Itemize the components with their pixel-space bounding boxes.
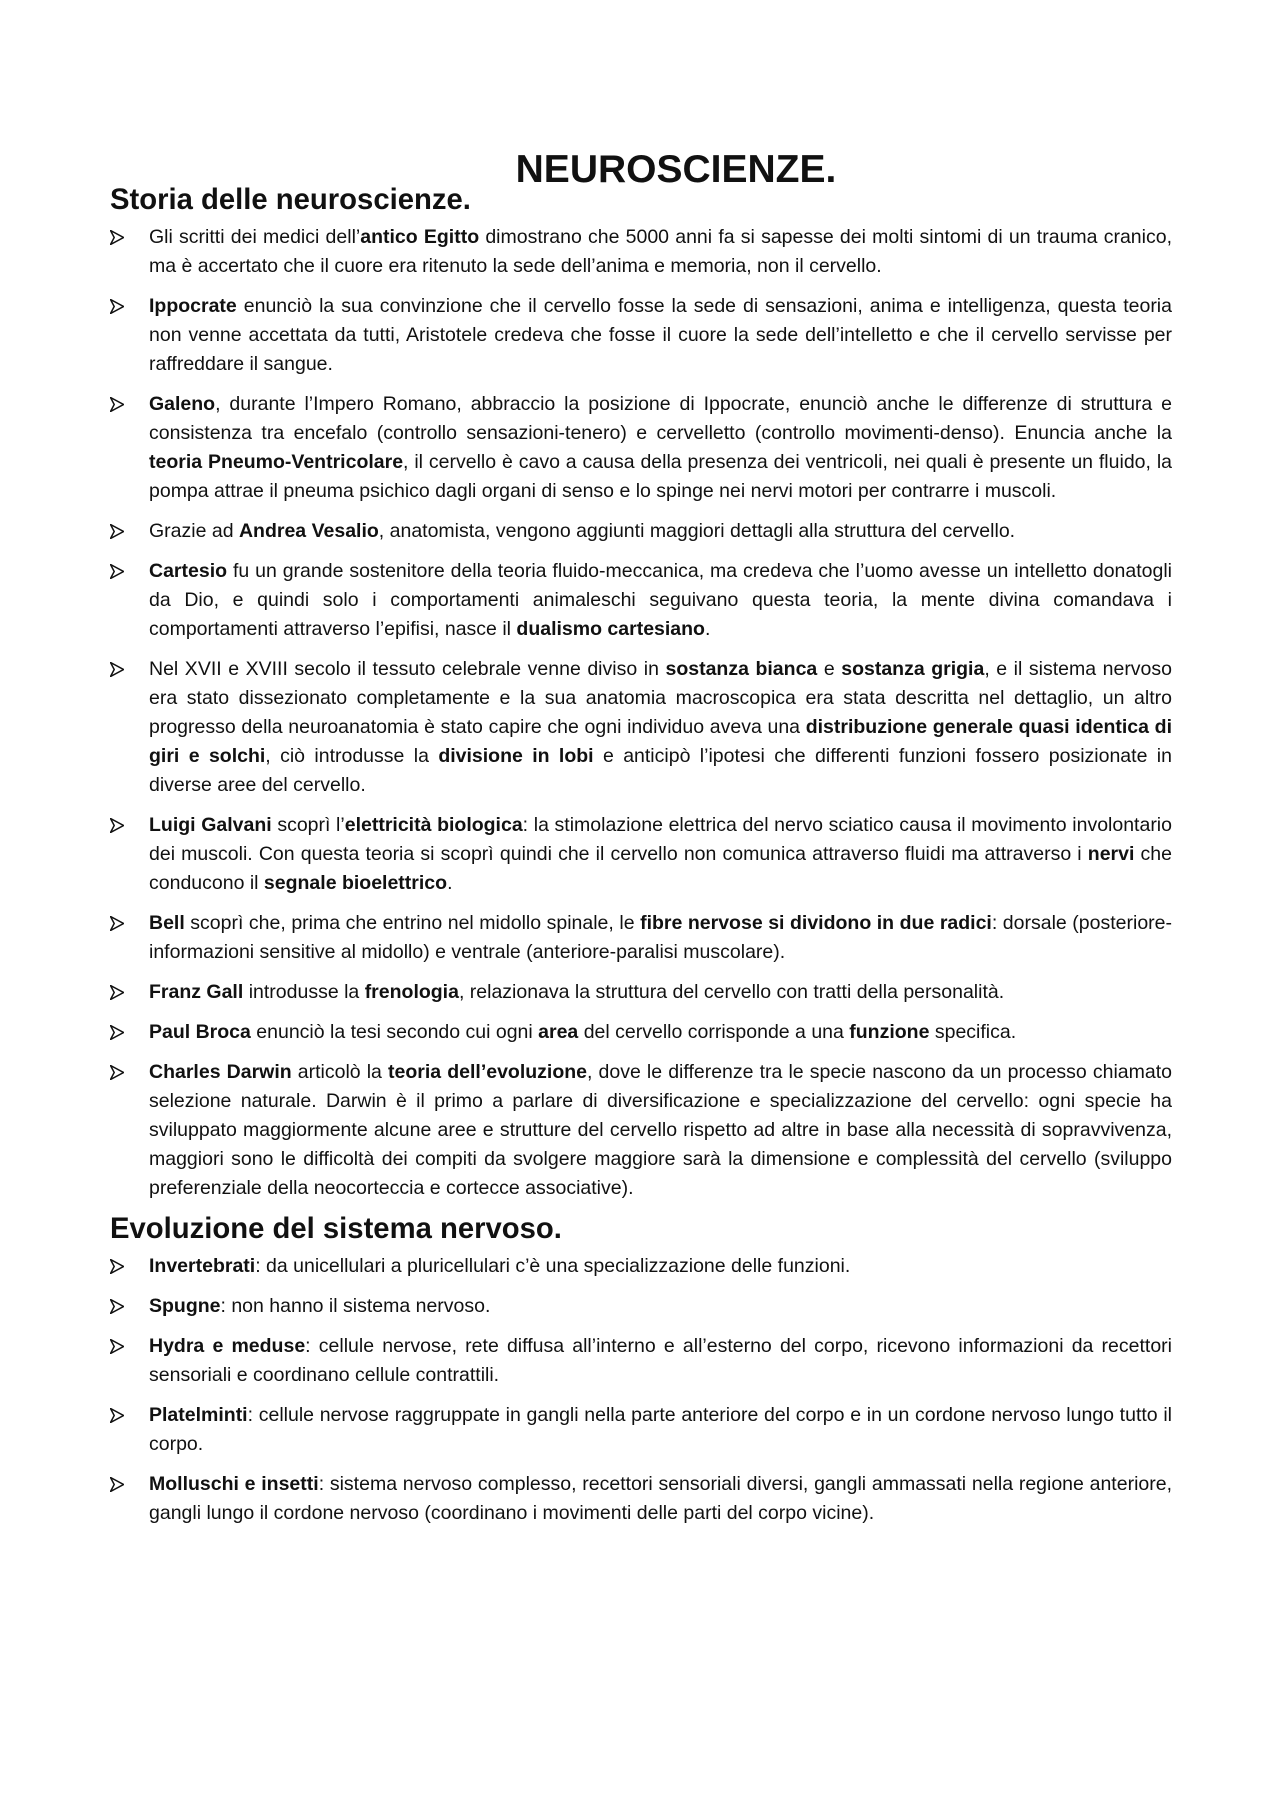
list-item <box>110 655 1172 800</box>
bold-term: Bell <box>149 912 185 934</box>
text-run: : sistema nervoso complesso, recettori sensoriali diversi, gangli ammassati nella regione anteriore, gangli lungo il cordone nervoso (coordinano i movimenti delle parti del corpo vicine). <box>149 1473 1172 1524</box>
arrowhead-bullet-icon <box>110 818 124 833</box>
list-item <box>110 390 1172 506</box>
arrowhead-bullet-icon <box>110 985 124 1000</box>
text-run: specifica. <box>929 1021 1017 1043</box>
arrowhead-bullet-icon <box>110 1477 124 1492</box>
text-run: e anticipò l’ipotesi che differenti funzioni fossero posizionate in diverse aree del cervello. <box>149 745 1172 796</box>
text-run: : cellule nervose, rete diffusa all’interno e all’esterno del corpo, ricevono informazioni da recettori sensoriali e coordinano cellule contrattili. <box>149 1335 1173 1386</box>
arrowhead-bullet-icon <box>110 524 124 539</box>
bold-term: segnale bioelettrico <box>263 872 448 894</box>
bold-term: distribuzione generale quasi identica di giri e solchi <box>149 716 1172 767</box>
list-item <box>110 223 1172 281</box>
arrowhead-bullet-icon <box>110 564 124 579</box>
arrowhead-bullet-icon <box>110 397 124 412</box>
text-run: che conducono il <box>149 843 1172 894</box>
text-run: scoprì l’ <box>271 814 345 836</box>
arrowhead-bullet-icon <box>110 916 124 931</box>
bold-term: frenologia <box>364 981 459 1003</box>
text-run: enunciò la sua convinzione che il cervello fosse la sede di sensazioni, anima e intelligenza, questa teoria non venne accettata da tutti, Aristotele credeva che fosse il cuore la sede dell’intelletto e che il cervello servisse per raffreddare il sangue. <box>149 295 1172 375</box>
arrowhead-bullet-icon <box>110 1259 124 1274</box>
text-run: : dorsale (posteriore-informazioni sensitive al midollo) e ventrale (anteriore-paralisi muscolare). <box>149 912 1172 963</box>
bold-term: sostanza grigia <box>841 658 985 680</box>
text-run: enunciò la tesi secondo cui ogni <box>250 1021 539 1043</box>
arrowhead-bullet-icon <box>110 1408 124 1423</box>
list-item <box>110 1252 1172 1281</box>
text-run: , e il sistema nervoso era stato dissezionato completamente e la sua anatomia macroscopica era stata descritta nel dettaglio, un altro progresso della neuroanatomia è stato capire che ogni individuo aveva una <box>149 658 1173 738</box>
arrowhead-bullet-icon <box>110 1025 124 1040</box>
list-item <box>110 1332 1172 1390</box>
text-run: , durante l’Impero Romano, abbraccio la posizione di Ippocrate, enunciò anche le differenze di struttura e consistenza tra encefalo (controllo sensazioni-tenero) e cervelletto (controllo movimenti-denso). Enuncia anche la <box>149 393 1172 444</box>
list-item <box>110 909 1172 967</box>
bold-term: Luigi Galvani <box>149 814 272 836</box>
text-run: , ciò introdusse la <box>265 745 439 767</box>
section-heading-evoluzione: Evoluzione del sistema nervoso. <box>110 1213 562 1245</box>
bold-term: Molluschi e insetti <box>149 1473 319 1495</box>
bullet-list-storia <box>110 223 1172 1203</box>
text-run: , dove le differenze tra le specie nascono da un processo chiamato selezione naturale. Darwin è il primo a parlare di diversificazione e specializzazione del cervello: ogni specie ha sviluppato maggiormente alcune aree e strutture del cervello rispetto ad altre in base alla necessità di sopravvivenza, maggiori sono le difficoltà dei compiti da svolgere maggiore sarà la dimensione e complessità del cervello (sviluppo preferenziale della neocorteccia e cortecce associative). <box>149 1061 1172 1199</box>
bold-term: Spugne <box>149 1295 221 1317</box>
bold-term: elettricità biologica <box>344 814 523 836</box>
bold-term: funzione <box>849 1021 930 1043</box>
list-item <box>110 811 1172 898</box>
text-run: dimostrano che 5000 anni fa si sapesse dei molti sintomi di un trauma cranico, ma è accertato che il cuore era ritenuto la sede dell’anima e memoria, non il cervello. <box>149 226 1172 277</box>
text-run: Grazie ad <box>149 520 239 542</box>
bold-term: Cartesio <box>149 560 228 582</box>
list-item <box>110 1058 1172 1203</box>
list-item <box>110 1470 1172 1528</box>
document-title: NEUROSCIENZE. <box>515 148 837 191</box>
list-item <box>110 517 1172 546</box>
bold-term: nervi <box>1087 843 1135 865</box>
bold-term: Hydra e meduse <box>149 1335 306 1357</box>
bold-term: Charles Darwin <box>149 1061 292 1083</box>
list-item <box>110 557 1172 644</box>
bullet-list-evoluzione <box>110 1252 1172 1528</box>
section-heading-storia: Storia delle neuroscienze. <box>110 184 471 216</box>
text-run: e <box>817 658 842 680</box>
bold-term: Galeno <box>149 393 216 415</box>
arrowhead-bullet-icon <box>110 1339 124 1354</box>
text-run: scoprì che, prima che entrino nel midollo spinale, le <box>184 912 641 934</box>
bold-term: Platelminti <box>149 1404 248 1426</box>
bold-term: Andrea Vesalio <box>238 520 379 542</box>
arrowhead-bullet-icon <box>110 1299 124 1314</box>
bold-term: teoria Pneumo-Ventricolare <box>149 451 404 473</box>
bold-term: Invertebrati <box>149 1255 256 1277</box>
bold-term: Paul Broca <box>149 1021 251 1043</box>
arrowhead-bullet-icon <box>110 1065 124 1080</box>
arrowhead-bullet-icon <box>110 662 124 677</box>
text-run: . <box>447 872 453 894</box>
bold-term: area <box>538 1021 579 1043</box>
list-item <box>110 1292 1172 1321</box>
arrowhead-bullet-icon <box>110 299 124 314</box>
text-run: : non hanno il sistema nervoso. <box>220 1295 491 1317</box>
text-run: fu un grande sostenitore della teoria fluido-meccanica, ma credeva che l’uomo avesse un intelletto donatogli da Dio, e quindi solo i comportamenti animaleschi seguivano questa teoria, la mente divina comandava i comportamenti attraverso l’epifisi, nasce il <box>149 560 1172 640</box>
text-run: , anatomista, vengono aggiunti maggiori dettagli alla struttura del cervello. <box>378 520 1016 542</box>
list-item <box>110 1018 1172 1047</box>
bold-term: Ippocrate <box>149 295 237 317</box>
bold-term: dualismo cartesiano <box>516 618 705 640</box>
bold-term: Franz Gall <box>149 981 244 1003</box>
text-run: del cervello corrisponde a una <box>578 1021 850 1043</box>
text-run: introdusse la <box>243 981 365 1003</box>
text-run: articolò la <box>291 1061 389 1083</box>
list-item <box>110 978 1172 1007</box>
text-run: : la stimolazione elettrica del nervo sciatico causa il movimento involontario dei muscoli. Con questa teoria si scoprì quindi che il cervello non comunica attraverso fluidi ma attraverso i <box>149 814 1172 865</box>
bold-term: antico Egitto <box>360 226 480 248</box>
document-page <box>110 148 1173 1539</box>
bold-term: fibre nervose si dividono in due radici <box>640 912 992 934</box>
text-run: : da unicellulari a pluricellulari c’è una specializzazione delle funzioni. <box>255 1255 851 1277</box>
text-run: . <box>704 618 711 640</box>
text-run: Gli scritti dei medici dell’ <box>149 226 361 248</box>
text-run: , il cervello è cavo a causa della presenza dei ventricoli, nei quali è presente un fluido, la pompa attrae il pneuma psichico dagli organi di senso e lo spinge nei nervi motori per contrarre i muscoli. <box>149 451 1172 502</box>
text-run: Nel XVII e XVIII secolo il tessuto celebrale venne diviso in <box>149 658 666 680</box>
arrowhead-bullet-icon <box>110 230 124 245</box>
text-run: , relazionava la struttura del cervello con tratti della personalità. <box>458 981 1005 1003</box>
bold-term: teoria dell’evoluzione <box>388 1061 587 1083</box>
list-item <box>110 292 1172 379</box>
list-item <box>110 1401 1172 1459</box>
bold-term: divisione in lobi <box>438 745 594 767</box>
text-run: : cellule nervose raggruppate in gangli nella parte anteriore del corpo e in un cordone nervoso lungo tutto il corpo. <box>149 1404 1172 1455</box>
bold-term: sostanza bianca <box>665 658 818 680</box>
